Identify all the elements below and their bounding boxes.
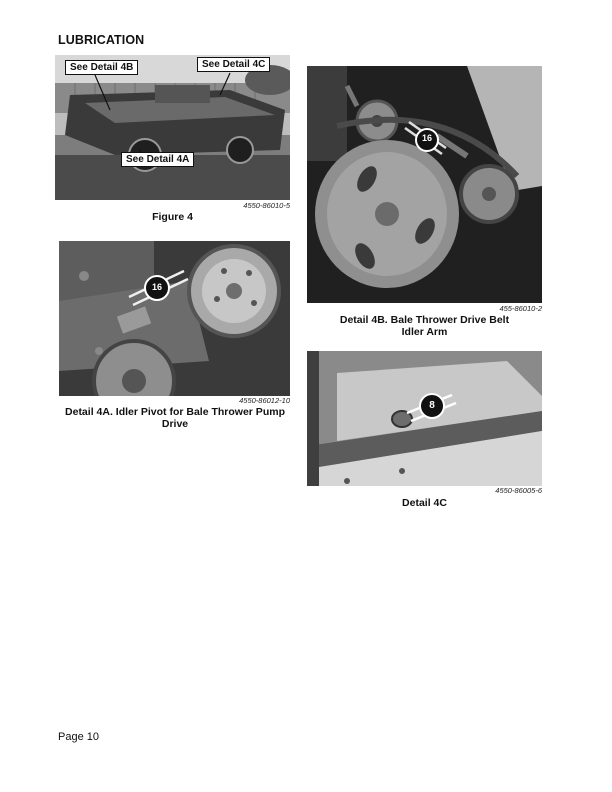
detail-4a-photo [59,241,290,396]
detail-4b-code: 455-86010-2 [499,304,542,313]
figure-4-code: 4550-86010-5 [243,201,290,210]
idler-pivot-image [59,241,290,396]
detail-4b-caption-line2: Idler Arm [401,326,448,338]
detail-4c-photo [307,351,542,486]
lube-interval-badge: 8 [429,400,435,411]
detail-4b-photo [307,66,542,303]
callout-detail-4a: See Detail 4A [121,152,194,167]
detail-4b-caption-line1: Detail 4B. Bale Thrower Drive Belt [339,314,510,326]
figure-4-caption: Figure 4 [152,211,193,223]
page-number: Page 10 [58,731,99,743]
figure-4-photo [55,55,290,200]
bearing-image [307,351,542,486]
detail-4a-code: 4550-86012-10 [239,396,290,405]
lube-interval-badge: 16 [151,282,162,292]
baler-image [55,55,290,200]
detail-4a-caption-line1: Detail 4A. Idler Pivot for Bale Thrower Pump [65,406,285,418]
callout-detail-4c: See Detail 4C [197,57,270,72]
detail-4c-caption: Detail 4C [402,497,447,509]
detail-4c-code: 4550-86005-6 [495,486,542,495]
callout-detail-4b: See Detail 4B [65,60,138,75]
lube-interval-badge: 16 [421,133,432,143]
section-title: LUBRICATION [58,33,145,47]
detail-4a-caption-line2: Drive [161,418,189,430]
drive-belt-image [307,66,542,303]
